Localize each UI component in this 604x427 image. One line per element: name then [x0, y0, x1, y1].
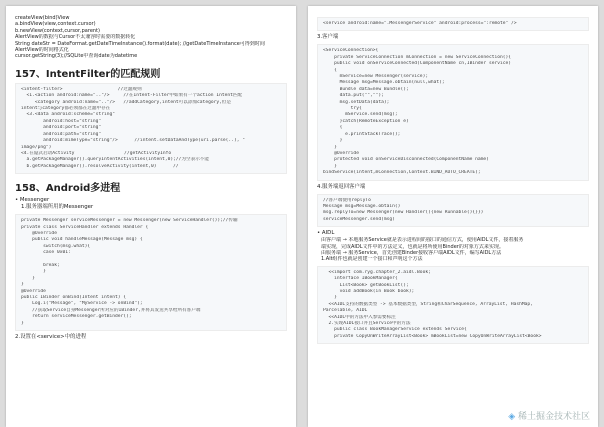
- text-line: AlertView的数据与Cursor不太兼容时需要的数据转化: [15, 34, 136, 41]
- right-page-content: [308, 6, 598, 344]
- code-line: void addBook(in Book book);: [323, 289, 415, 294]
- service-declaration-code-block: [317, 17, 589, 31]
- code-line: b.getPackageManager().resolveActivity(intent,0) //: [21, 163, 179, 169]
- code-line: try{: [323, 106, 362, 112]
- code-line: <3.<data android:scheme="string": [21, 112, 116, 118]
- code-line: Parcelable, AIDL: [323, 308, 368, 314]
- code-line: public void handleMessage(Message msg) {: [21, 237, 143, 243]
- messenger-heading: • Messenger: [15, 197, 50, 204]
- watermark: ◈ 稀土掘金技术社区: [508, 412, 590, 422]
- code-line: return serviceMessenger.getBinder();: [21, 314, 132, 320]
- code-line: <<import com.ryg.chapter_2.aidl.Book;: [323, 269, 431, 275]
- code-line: android:path="string": [21, 131, 102, 137]
- code-line: public void onServiceConnected(ComponentName cn,IBinder service): [323, 61, 512, 67]
- code-line: a.getPackageManager().queryIntentActivities(intent,0);//为空表示不能: [21, 157, 209, 163]
- text-line: AlertView的时间格式化: [15, 47, 69, 54]
- right-page: [308, 6, 598, 427]
- code-line: }: [21, 275, 35, 281]
- code-line: bindService(intent,mConnection,Context.BIND_AUTO_CREATE);: [323, 170, 481, 176]
- code-line: interface IBookManager{: [323, 276, 398, 282]
- code-line: break;: [21, 262, 60, 268]
- logo-icon: ◈: [508, 412, 516, 422]
- code-line: switch(msg.what){: [21, 243, 91, 249]
- client-heading: 3.客户端: [317, 34, 339, 41]
- code-line: Bundle data=new Bundle();: [323, 86, 409, 92]
- code-line: @Override: [21, 288, 46, 294]
- code-line: }: [21, 269, 46, 275]
- code-line: 2.实现AIDL接口并且Service中的方法: [323, 321, 411, 327]
- code-line: msg.replyTo=new Messenger(new Handler(){new Runnable(){}}): [323, 210, 484, 216]
- code-line: <intent-filter> //过滤规则: [21, 86, 142, 92]
- aidl-description: [317, 237, 589, 263]
- code-line: //获取Service自身Messenger所对应的IBinder,并将其发送共享给所有客户端: [21, 307, 201, 313]
- code-line: @Override: [323, 150, 359, 156]
- code-line: }catch(RemoteException e): [323, 118, 409, 124]
- code-line: public IBinder onBind(Intent intent) {: [21, 295, 127, 300]
- code-line: }: [323, 144, 337, 150]
- code-line: public class BookManagerService extends Service{: [323, 327, 467, 333]
- code-line: msg.setData(data);: [323, 99, 390, 105]
- text-line: b.newView(context,cursor,parent): [15, 27, 100, 34]
- code-line: }: [323, 163, 337, 169]
- text-line: String dateStr = DateFormat.getDateTimeInstance().format(date); //getDateTimeInstance可得到时间: [15, 40, 265, 47]
- section-158-title: 158、Android多进程: [15, 183, 121, 195]
- code-line: <category android:name=".."/> //addCategory,intent可以添加category,但是: [21, 99, 232, 105]
- code-line: intent与category都必须都在过滤中存在: [21, 106, 111, 112]
- reply-code-block: [317, 194, 589, 228]
- section-157-title: 157、IntentFilter的匹配规则: [15, 68, 161, 80]
- text-line: 端实现，完成AIDL文件中的方法定义，也就是将所使用Binder的对象方式来实现。: [321, 243, 504, 250]
- left-page-content: [6, 6, 296, 341]
- code-line: protected void onServiceDisconnected(ComponentName name): [323, 157, 489, 163]
- code-line: private Messenger serviceMessenger = new Messenger(new ServiceHandler());//传输: [21, 218, 238, 224]
- code-line: <1.<action android:name=".."/> //在Intent-Filter中如果有一个action Intent匹配: [21, 93, 243, 99]
- code-line: private ServiceConnection mConnection = new ServiceConnection(){: [323, 54, 512, 60]
- code-line: android:port="string": [21, 125, 102, 131]
- text-line: createView(bind)View: [15, 15, 70, 21]
- intro-block: [15, 15, 287, 60]
- code-line: <ServiceConnection>{: [323, 48, 379, 54]
- code-line: <<AIDL支持的数据类型 -> 基本数据类型，String和CharSequence, ArrayList, HashMap,: [323, 301, 533, 307]
- code-line: case 0x01:: [21, 250, 71, 256]
- text-line: 由服务端 → 服务Service，首先创建Binder接收客户端AIDL文件，编写AIDL方法: [321, 249, 502, 256]
- code-line: }: [21, 282, 24, 288]
- code-line: Log.i("Message", "MyService -> onBind");: [21, 301, 143, 307]
- code-line: @Override: [21, 230, 57, 236]
- code-line: }: [323, 295, 337, 301]
- text-line: cursor.getString(3);//SQLite中查询date为datetime: [15, 53, 138, 60]
- code-line: serviceMessenger.send(msg): [323, 216, 395, 222]
- code-line: <4.在隐式启动Activity //getActivityInfo: [21, 150, 172, 156]
- code-line: android:host="string": [21, 118, 102, 124]
- aidl-code-block: [317, 266, 589, 344]
- code-line: <<AIDL中的方法中入参需要标注: [323, 314, 396, 320]
- messenger-server-code-block: [15, 214, 287, 331]
- process-setting-line: 2.设置在<service>中的进程: [15, 334, 87, 341]
- text-line: 由客户端 → 本地服务Service就是表示进程间的接口的通信方式，使用AIDL文件，接着服务: [321, 237, 524, 244]
- text-line: 1.Alt组件也就是创建一个接口和声明这个方法: [321, 256, 423, 263]
- text-line: a.bindView(view,context.cursor): [15, 21, 96, 28]
- code-line: }: [323, 138, 343, 144]
- intent-filter-code-block: [15, 83, 287, 174]
- code-line: Message msg=Message.obtain(): [323, 203, 401, 209]
- code-line: e.printStackTrace();: [323, 131, 401, 137]
- code-line: mService.send(msg);: [323, 112, 398, 118]
- code-line: <service android:name=".MessengerService" android:process=":remote" />: [323, 21, 517, 26]
- code-line: data.put("","");: [323, 93, 384, 99]
- code-line: //客户端使用replyTo: [323, 197, 371, 203]
- reply-heading: 4.服务端返回客户端: [317, 183, 366, 190]
- code-line: mService=new Messenger(service);: [323, 74, 429, 80]
- code-line: image/png"): [21, 144, 52, 150]
- code-line: List<Book> getBookList();: [323, 282, 409, 288]
- code-line: Message msg=Message.obtain(null,what);: [323, 80, 445, 86]
- left-page: [6, 6, 296, 427]
- code-line: }: [21, 320, 24, 326]
- code-line: android:mimeType="string"/> //intent.setDataAndType(uri.parse(..), ": [21, 138, 246, 144]
- code-line: private class ServiceHandler extends Handler {: [21, 224, 149, 230]
- code-line: {: [323, 125, 343, 131]
- code-line: private CopyOnWriteArrayList<Book> mBookList=new CopyOnWriteArrayList<Book>: [323, 333, 542, 339]
- client-connection-code-block: [317, 44, 589, 180]
- code-line: {: [323, 67, 337, 73]
- aidl-heading: • AIDL: [317, 230, 335, 237]
- messenger-subheading: 1.服务器端所用的Messenger: [21, 204, 94, 211]
